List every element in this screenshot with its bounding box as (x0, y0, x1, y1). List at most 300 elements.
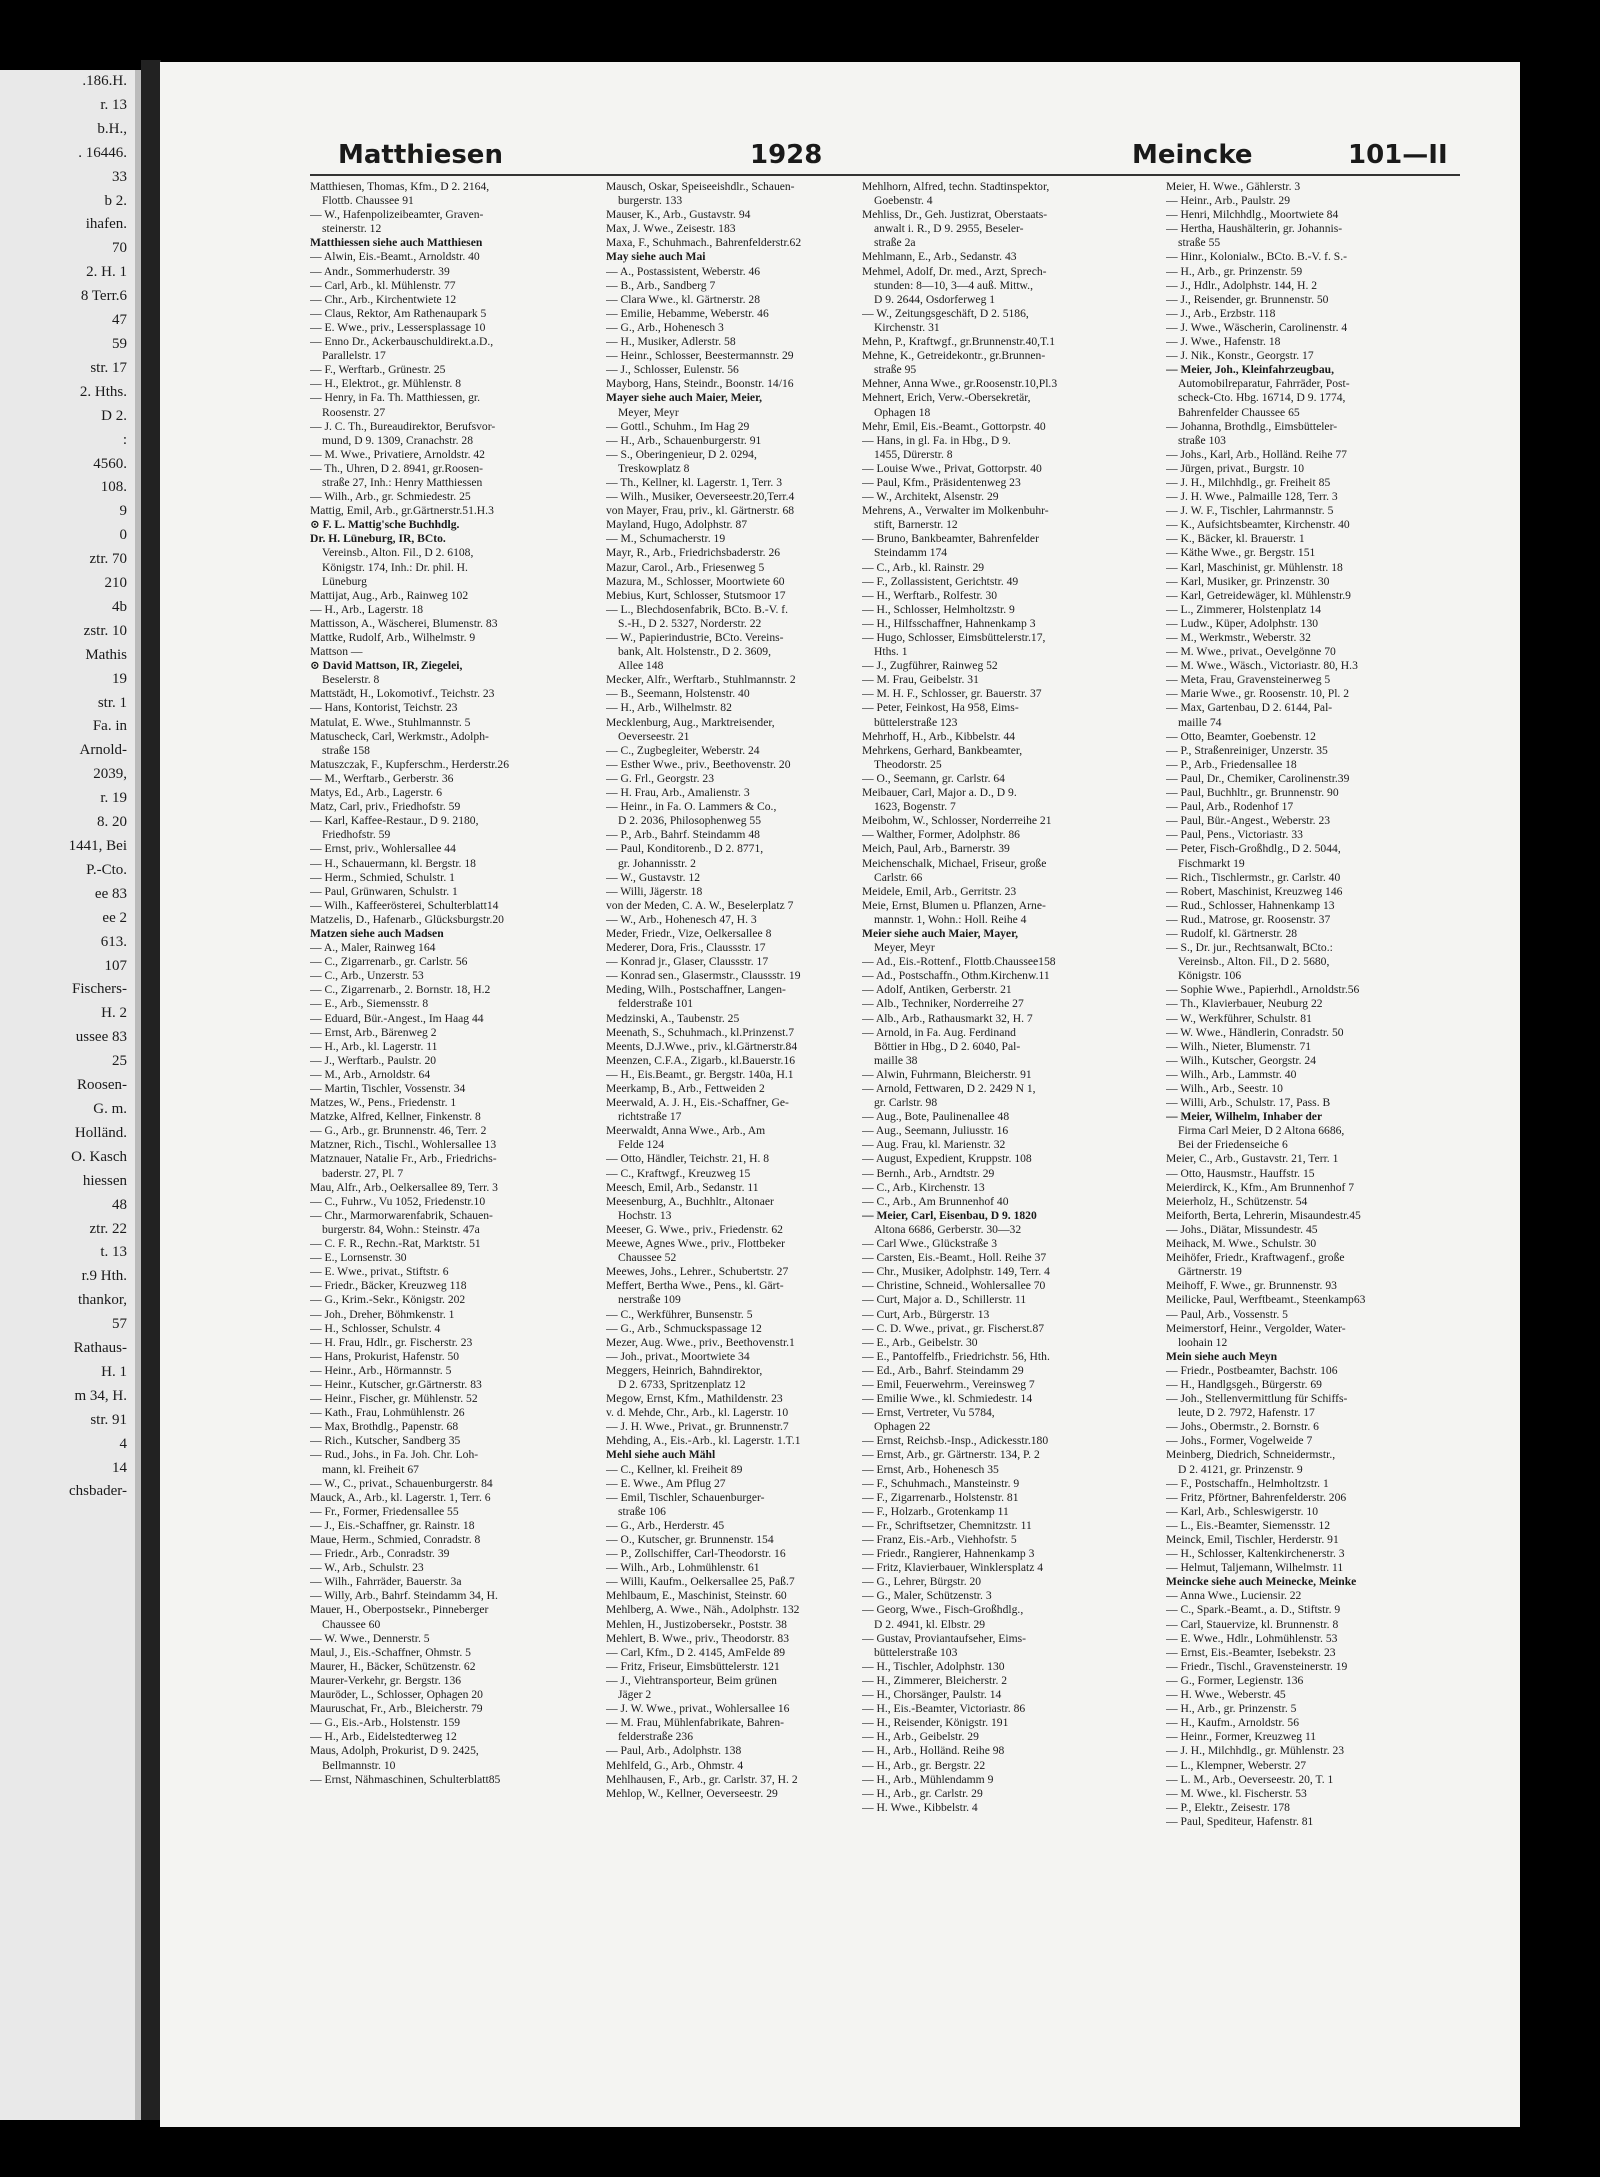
directory-entry: — Aug. Frau, kl. Marienstr. 32 (862, 1138, 1006, 1152)
directory-entry: — Hans, Kontorist, Teichstr. 23 (310, 701, 458, 715)
directory-entry: Mederer, Dora, Fris., Claussstr. 17 (606, 941, 766, 955)
directory-entry: — Ernst, Eis.-Beamter, Isebekstr. 23 (1166, 1645, 1336, 1659)
directory-entry: — Jürgen, privat., Burgstr. 10 (1166, 461, 1305, 475)
directory-entry: stift, Barnerstr. 12 (874, 518, 958, 532)
directory-entry: Mauröder, L., Schlosser, Ophagen 20 (310, 1688, 483, 1702)
directory-entry: — G., Eis.-Arb., Holstenstr. 159 (310, 1716, 461, 1730)
directory-entry: — Clara Wwe., kl. Gärtnerstr. 28 (606, 292, 761, 306)
directory-entry: — Joh., privat., Moortwiete 34 (606, 1349, 750, 1363)
directory-entry: Meierdirck, K., Kfm., Am Brunnenhof 7 (1166, 1180, 1355, 1194)
facing-page-fragment: H. 1 (101, 1363, 127, 1380)
directory-entry: — Hertha, Haushälterin, gr. Johannis- (1166, 222, 1343, 236)
directory-entry: — K., Bäcker, kl. Brauerstr. 1 (1166, 532, 1305, 546)
directory-entry: Altona 6686, Gerberstr. 30—32 (874, 1222, 1022, 1236)
directory-entry: ⊙ David Mattson, IR, Ziegelei, (310, 659, 463, 673)
facing-page-fragment: Fischers- (72, 981, 127, 998)
directory-entry: — H. Wwe., Weberstr. 45 (1166, 1688, 1286, 1702)
directory-entry: Meerwaldt, Anna Wwe., Arb., Am (606, 1124, 766, 1138)
directory-entry: — H. Frau, Arb., Amalienstr. 3 (606, 786, 750, 800)
directory-entry: — J. H., Milchhdlg., gr. Freiheit 85 (1166, 475, 1331, 489)
directory-entry: — F., Werftarb., Grünestr. 25 (310, 363, 446, 377)
facing-page-fragment: zstr. 10 (83, 622, 127, 639)
directory-entry: — Johs., Karl, Arb., Holländ. Reihe 77 (1166, 447, 1347, 461)
directory-entry: Meerwald, A. J. H., Eis.-Schaffner, Ge- (606, 1096, 789, 1110)
facing-page-fragment: 25 (112, 1053, 127, 1070)
directory-entry: — W., Arb., Hohenesch 47, H. 3 (606, 912, 757, 926)
directory-entry: — Henri, Milchhdlg., Moortwiete 84 (1166, 208, 1339, 222)
directory-entry: — Wilh., Arb., Lammstr. 40 (1166, 1067, 1297, 1081)
directory-entry: Beselerstr. 8 (322, 673, 380, 687)
directory-entry: — Wilh., Arb., Lohmühlenstr. 61 (606, 1561, 760, 1575)
facing-page-fragment: ztr. 70 (89, 551, 127, 568)
directory-entry: — Alwin, Fuhrmann, Bleicherstr. 91 (862, 1067, 1032, 1081)
directory-entry: Mausch, Oskar, Speiseeishdlr., Schauen- (606, 180, 795, 193)
directory-entry: — J., Zugführer, Rainweg 52 (862, 659, 998, 673)
directory-entry: — P., Zollschiffer, Carl-Theodorstr. 16 (606, 1547, 786, 1561)
directory-entry: Meinck, Emil, Tischler, Herderstr. 91 (1166, 1533, 1339, 1546)
directory-entry: Flottb. Chaussee 91 (322, 194, 414, 208)
directory-entry: — G., Krim.-Sekr., Königstr. 202 (310, 1293, 466, 1307)
directory-entry: — Johs., Diätar, Missundestr. 45 (1166, 1222, 1318, 1236)
directory-entry: Mehn, P., Kraftwgf., gr.Brunnenstr.40,T.1 (862, 335, 1055, 349)
directory-entry: — H., Hilfsschaffner, Hahnenkamp 3 (862, 616, 1036, 630)
directory-entry: — G., Arb., Hohenesch 3 (606, 320, 724, 334)
facing-page-fragment: . 16446. (78, 144, 127, 161)
facing-page-fragment: 57 (112, 1316, 127, 1333)
directory-entry: Meibohm, W., Schlosser, Norderreihe 21 (862, 814, 1052, 828)
directory-entry: — H., Werftarb., Rolfestr. 30 (862, 588, 998, 602)
directory-entry: straße 27, Inh.: Henry Matthiessen (322, 475, 483, 489)
directory-entry: Meihack, M. Wwe., Schulstr. 30 (1166, 1237, 1317, 1251)
directory-entry: — Heinr., Arb., Hörmannstr. 5 (310, 1363, 452, 1377)
page-header (160, 132, 1520, 172)
directory-entry: — Otto, Hausmstr., Hauffstr. 15 (1166, 1166, 1315, 1180)
directory-entry: Matzes, W., Pens., Friedenstr. 1 (310, 1096, 457, 1110)
directory-entry: — M., Schumacherstr. 19 (606, 532, 726, 546)
directory-entry: — Bernh., Arb., Arndtstr. 29 (862, 1166, 995, 1180)
directory-entry: Meihoff, F. Wwe., gr. Brunnenstr. 93 (1166, 1279, 1337, 1293)
directory-entry: — E., Lornsenstr. 30 (310, 1251, 407, 1265)
directory-entry: — J., Viehtransporteur, Beim grünen (606, 1673, 777, 1687)
directory-entry: — Marie Wwe., gr. Roosenstr. 10, Pl. 2 (1166, 687, 1350, 701)
directory-entry: — Wilh., Arb., Seestr. 10 (1166, 1082, 1283, 1095)
directory-entry: — C. D. Wwe., privat., gr. Fischerst.87 (862, 1321, 1045, 1335)
directory-entry: — H., Eis.Beamt., gr. Bergstr. 140a, H.1 (606, 1067, 794, 1081)
directory-entry: — Otto, Händler, Teichstr. 21, H. 8 (606, 1152, 770, 1166)
directory-entry: Maurer-Verkehr, gr. Bergstr. 136 (310, 1673, 462, 1687)
directory-entry: — Ernst, priv., Wohlersallee 44 (310, 842, 456, 856)
directory-entry: Meibauer, Carl, Major a. D., D 9. (862, 786, 1017, 800)
directory-entry: Automobilreparatur, Fahrräder, Post- (1178, 377, 1350, 391)
directory-entry: straße 55 (1178, 236, 1221, 250)
directory-entry: — J., Arb., Erzbstr. 118 (1166, 306, 1276, 320)
facing-page-fragment: 33 (112, 168, 127, 185)
directory-entry: — Meta, Frau, Gravensteinerweg 5 (1166, 673, 1331, 687)
directory-entry: Mehlen, H., Justizobersekr., Poststr. 38 (606, 1617, 787, 1631)
directory-entry: Roosenstr. 27 (322, 405, 386, 419)
directory-entry: maille 74 (1178, 715, 1222, 729)
facing-page-fragment: H. 2 (101, 1005, 127, 1022)
directory-entry: — Heinr., Schlosser, Beestermannstr. 29 (606, 349, 794, 363)
directory-entry: Mehlberg, A. Wwe., Näh., Adolphstr. 132 (606, 1603, 800, 1617)
directory-entry: — Th., Klavierbauer, Neuburg 22 (1166, 997, 1323, 1011)
directory-entry: — Rich., Kutscher, Sandberg 35 (310, 1434, 461, 1448)
directory-entry: — F., Zollassistent, Gerichtstr. 49 (862, 574, 1019, 588)
directory-entry: Meerkamp, B., Arb., Fettweiden 2 (606, 1082, 765, 1095)
directory-entry: — Joh., Stellenvermittlung für Schiffs- (1166, 1392, 1348, 1406)
directory-entry: v. d. Mehde, Chr., Arb., kl. Lagerstr. 10 (606, 1406, 789, 1420)
directory-entry: — Paul, Buchhltr., gr. Brunnenstr. 90 (1166, 786, 1339, 800)
directory-entry: Lüneburg (322, 574, 367, 588)
directory-entry: — H., Arb., Holländ. Reihe 98 (862, 1744, 1005, 1758)
facing-page-fragment: ee 83 (94, 885, 127, 902)
facing-page-fragment: .186.H. (82, 73, 127, 89)
directory-entry: — P., Arb., Bahrf. Steindamm 48 (606, 828, 760, 842)
facing-page-fragment: 108. (100, 479, 127, 496)
directory-entry: straße 103 (1178, 433, 1226, 447)
directory-entry: — Hugo, Schlosser, Eimsbüttelerstr.17, (862, 631, 1046, 644)
directory-entry: Meier, C., Arb., Gustavstr. 21, Terr. 1 (1166, 1152, 1339, 1166)
directory-entry: — Fr., Former, Friedensallee 55 (310, 1504, 459, 1518)
directory-entry: — M. Wwe., privat., Oevelgönne 70 (1166, 645, 1336, 659)
facing-page-fragment: 4b (112, 598, 127, 615)
directory-entry: — F., Zigarrenarb., Holstenstr. 81 (862, 1490, 1019, 1504)
directory-entry: — Paul, Grünwaren, Schulstr. 1 (310, 884, 458, 898)
directory-entry: — Paul, Bür.-Angest., Weberstr. 23 (1166, 814, 1331, 828)
directory-entry: — Aug., Seemann, Juliusstr. 16 (862, 1124, 1009, 1138)
directory-entry: — Friedr., Arb., Conradstr. 39 (310, 1547, 450, 1561)
directory-entry: — Robert, Maschinist, Kreuzweg 146 (1166, 884, 1343, 898)
directory-entry: — C., Arb., Am Brunnenhof 40 (862, 1194, 1009, 1208)
facing-page-fragment: 613. (100, 933, 127, 950)
directory-entry: Kirchenstr. 31 (874, 320, 940, 334)
directory-entry: — F., Holzarb., Grotenkamp 11 (862, 1504, 1009, 1518)
directory-entry: — H., Arb., Eidelstedterweg 12 (310, 1730, 457, 1744)
directory-entry: Mattke, Rudolf, Arb., Wilhelmstr. 9 (310, 631, 476, 644)
directory-entry: — Rich., Tischlermstr., gr. Carlstr. 40 (1166, 870, 1341, 884)
directory-entry: — Friedr., Postbeamter, Bachstr. 106 (1166, 1363, 1338, 1377)
directory-entry: Mehnert, Erich, Verw.-Obersekretär, (862, 391, 1031, 405)
directory-entry: — Ernst, Nähmaschinen, Schulterblatt85 (310, 1772, 501, 1786)
directory-entry: straße 95 (874, 363, 917, 377)
directory-entry: — Kath., Frau, Lohmühlenstr. 26 (310, 1406, 465, 1420)
directory-entry: Firma Carl Meier, D 2 Altona 6686, (1178, 1124, 1345, 1138)
facing-page-fragment: 0 (119, 527, 127, 544)
directory-entry: — Carl, Arb., kl. Mühlenstr. 77 (310, 278, 456, 292)
directory-entry: May siehe auch Mai (606, 250, 706, 264)
column-1 (310, 180, 602, 1787)
directory-entry: — Carl Wwe., Glückstraße 3 (862, 1237, 998, 1251)
directory-entry: — Adolf, Antiken, Gerberstr. 21 (862, 983, 1012, 997)
directory-entry: — Curt, Major a. D., Schillerstr. 11 (862, 1293, 1027, 1307)
directory-entry: — Konrad jr., Glaser, Claussstr. 17 (606, 955, 769, 969)
facing-page-fragment: 47 (112, 312, 127, 329)
directory-entry: — W., Arb., Schulstr. 23 (310, 1561, 424, 1575)
directory-entry: gr. Carlstr. 98 (874, 1096, 938, 1110)
facing-page-fragment: ussee 83 (75, 1029, 127, 1046)
directory-entry: D 2. 2036, Philosophenweg 55 (618, 814, 761, 828)
directory-entry: bank, Alt. Holstenstr., D 2. 3609, (618, 645, 771, 659)
directory-entry: D 2. 4941, kl. Elbstr. 29 (874, 1617, 986, 1631)
directory-entry: — Johs., Obermstr., 2. Bornstr. 6 (1166, 1420, 1319, 1434)
directory-entry: Mehlhorn, Alfred, techn. Stadtinspektor, (862, 180, 1050, 193)
facing-page-fragment: 9 (119, 503, 127, 520)
directory-entry: stunden: 8—10, 3—4 auß. Mittw., (874, 278, 1033, 292)
directory-entry: Meyer, Meyr (874, 941, 935, 955)
directory-entry: — Wilh., Arb., gr. Schmiedestr. 25 (310, 490, 471, 504)
directory-entry: mund, D 9. 1309, Cranachstr. 28 (322, 433, 474, 447)
directory-entry: — Otto, Beamter, Goebenstr. 12 (1166, 729, 1316, 743)
directory-entry: Max, J. Wwe., Zeisestr. 183 (606, 222, 736, 236)
directory-entry: Felde 124 (618, 1138, 665, 1152)
facing-page-fragment: ihafen. (85, 216, 127, 233)
directory-entry: — Peter, Feinkost, Ha 958, Eims- (862, 701, 1019, 715)
facing-page-fragment: 70 (112, 240, 127, 257)
directory-entry: — F., Schuhmach., Mansteinstr. 9 (862, 1476, 1020, 1490)
directory-entry: Matuszczak, F., Kupferschm., Herderstr.26 (310, 757, 510, 771)
directory-entry: Allee 148 (618, 659, 664, 673)
directory-entry: — Ernst, Arb., Hohenesch 35 (862, 1462, 999, 1476)
directory-entry: — Meier, Wilhelm, Inhaber der (1166, 1110, 1323, 1124)
directory-entry: — H., Eis.-Beamter, Victoriastr. 86 (862, 1702, 1026, 1716)
directory-entry: Bellmannstr. 10 (322, 1758, 396, 1772)
directory-entry: — Willi, Jägerstr. 18 (606, 884, 703, 898)
directory-entry: Theodorstr. 25 (874, 757, 942, 771)
directory-entry: — L., Zimmerer, Holstenplatz 14 (1166, 602, 1322, 616)
directory-entry: — Christine, Schneid., Wohlersallee 70 (862, 1279, 1046, 1293)
directory-entry: — Paul, Arb., Vossenstr. 5 (1166, 1307, 1288, 1321)
directory-entry: — M., Arb., Arnoldstr. 64 (310, 1067, 431, 1081)
directory-entry: Mebius, Kurt, Schlosser, Stutsmoor 17 (606, 588, 786, 602)
facing-page-fragment: r. 19 (100, 790, 127, 807)
directory-entry: — P., Straßenreiniger, Unzerstr. 35 (1166, 743, 1328, 757)
directory-entry: Matznauer, Natalie Fr., Arb., Friedrichs- (310, 1152, 497, 1166)
header-year: 1928 (750, 140, 823, 170)
directory-entry: — Aug., Bote, Paulinenallee 48 (862, 1110, 1010, 1124)
directory-entry: — Käthe Wwe., gr. Bergstr. 151 (1166, 546, 1316, 560)
directory-entry: — Fr., Schriftsetzer, Chemnitzstr. 11 (862, 1518, 1032, 1532)
facing-page-fragment: m 34, H. (74, 1387, 127, 1404)
directory-entry: maille 38 (874, 1053, 918, 1067)
directory-entry: Mazura, M., Schlosser, Moortwiete 60 (606, 574, 785, 588)
directory-entry: — Ernst, Arb., Bärenweg 2 (310, 1025, 437, 1039)
directory-entry: — M. Wwe., Wäsch., Victoriastr. 80, H.3 (1166, 659, 1358, 673)
directory-entry: — Rud., Schlosser, Hahnenkamp 13 (1166, 898, 1335, 912)
directory-entry: Goebenstr. 4 (874, 194, 933, 208)
facing-page-fragment: 8. 20 (97, 814, 127, 831)
facing-page-fragment: 2. Hths. (79, 383, 127, 400)
directory-entry: — G., Maler, Schützenstr. 3 (862, 1589, 992, 1603)
directory-entry: Mehr, Emil, Eis.-Beamt., Gottorpstr. 40 (862, 419, 1046, 433)
directory-entry: — H., Kaufm., Arnoldstr. 56 (1166, 1716, 1299, 1730)
directory-entry: — Eduard, Bür.-Angest., Im Haag 44 (310, 1011, 484, 1025)
directory-entry: anwalt i. R., D 9. 2955, Beseler- (874, 222, 1024, 236)
directory-entry: D 9. 2644, Osdorferweg 1 (874, 292, 996, 306)
directory-entry: Meichenschalk, Michael, Friseur, große (862, 856, 1047, 870)
directory-entry: — H., Tischler, Adolphstr. 130 (862, 1659, 1005, 1673)
directory-entry: — Rud., Matrose, gr. Roosenstr. 37 (1166, 912, 1331, 926)
directory-entry: Mehrhoff, H., Arb., Kibbelstr. 44 (862, 729, 1016, 743)
directory-entry: — Th., Uhren, D 2. 8941, gr.Roosen- (310, 461, 484, 475)
directory-entry: Matzke, Alfred, Kellner, Finkenstr. 8 (310, 1110, 481, 1124)
header-rule (310, 174, 1460, 176)
directory-entry: steinerstr. 12 (322, 222, 382, 236)
directory-entry: — M. Frau, Mühlenfabrikate, Bahren- (606, 1716, 785, 1730)
directory-entry: — W., Werkführer, Schulstr. 81 (1166, 1011, 1312, 1025)
directory-entry: — Friedr., Rangierer, Hahnenkamp 3 (862, 1547, 1035, 1561)
directory-entry: Meierholz, H., Schützenstr. 54 (1166, 1194, 1308, 1208)
directory-entry: Mehlop, W., Kellner, Oeverseestr. 29 (606, 1786, 778, 1800)
directory-entry: — C., Zugbegleiter, Weberstr. 24 (606, 743, 760, 757)
directory-entry: — Walther, Former, Adolphstr. 86 (862, 828, 1020, 842)
directory-entry: Megow, Ernst, Kfm., Mathildenstr. 23 (606, 1392, 783, 1406)
directory-entry: Meewes, Johs., Lehrer., Schubertstr. 27 (606, 1265, 789, 1279)
directory-entry: — H., Schlosser, Schulstr. 4 (310, 1321, 441, 1335)
directory-entry: — A., Maler, Rainweg 164 (310, 941, 436, 955)
facing-page-fragment: 210 (104, 575, 127, 592)
directory-entry: S.-H., D 2. 5327, Norderstr. 22 (618, 616, 762, 630)
facing-page-fragment: chsbader- (68, 1483, 127, 1500)
directory-entry: — C., Spark.-Beamt., a. D., Stiftstr. 9 (1166, 1603, 1341, 1617)
directory-entry: — Henry, in Fa. Th. Matthiessen, gr. (310, 391, 481, 405)
directory-entry: — E. Wwe., Hdlr., Lohmühlenstr. 53 (1166, 1631, 1338, 1645)
directory-entry: Meihöfer, Friedr., Kraftwagenf., große (1166, 1251, 1345, 1265)
directory-entry: — Paul, Arb., Rodenhof 17 (1166, 800, 1294, 814)
directory-entry: nerstraße 109 (618, 1293, 681, 1307)
directory-entry: — Ed., Arb., Bahrf. Steindamm 29 (862, 1363, 1024, 1377)
directory-entry: — L. M., Arb., Oeverseestr. 20, T. 1 (1166, 1772, 1334, 1786)
directory-entry: straße 158 (322, 743, 370, 757)
directory-entry: — H., Handlgsgeh., Bürgerstr. 69 (1166, 1377, 1322, 1391)
directory-entry: — Hinr., Kolonialw., BCto. B.-V. f. S.- (1166, 250, 1347, 264)
directory-entry: — Chr., Musiker, Adolphstr. 149, Terr. 4 (862, 1265, 1050, 1279)
directory-entry: mannstr. 1, Wohn.: Holl. Reihe 4 (874, 912, 1027, 926)
directory-entry: Mehliss, Dr., Geh. Justizrat, Oberstaats- (862, 208, 1048, 222)
directory-entry: Meffert, Bertha Wwe., Pens., kl. Gärt- (606, 1279, 784, 1293)
directory-entry: Mezer, Aug. Wwe., priv., Beethovenstr.1 (606, 1335, 795, 1349)
directory-entry: — H., Arb., Mühlendamm 9 (862, 1772, 994, 1786)
directory-entry: Maurer, H., Bäcker, Schützenstr. 62 (310, 1659, 476, 1673)
directory-entry: — Alb., Techniker, Norderreihe 27 (862, 997, 1024, 1011)
directory-entry: — Fritz, Klavierbauer, Winklersplatz 4 (862, 1561, 1044, 1575)
directory-entry: — H. Wwe., Kibbelstr. 4 (862, 1800, 978, 1814)
directory-entry: — Hans, Prokurist, Hafenstr. 50 (310, 1349, 460, 1363)
header-left-name: Matthiesen (338, 140, 503, 170)
directory-entry: — Emilie Wwe., kl. Schmiedestr. 14 (862, 1392, 1033, 1406)
directory-entry: D 2. 4121, gr. Prinzenstr. 9 (1178, 1462, 1303, 1476)
directory-entry: Mehner, Anna Wwe., gr.Roosenstr.10,Pl.3 (862, 377, 1058, 391)
directory-entry: — Karl, Arb., Schleswigerstr. 10 (1166, 1504, 1318, 1518)
directory-entry: — G., Former, Legienstr. 136 (1166, 1673, 1304, 1687)
directory-entry: Mecklenburg, Aug., Marktreisender, (606, 715, 775, 729)
directory-entry: — Karl, Musiker, gr. Prinzenstr. 30 (1166, 574, 1330, 588)
directory-entry: — J., Hdlr., Adolphstr. 144, H. 2 (1166, 278, 1318, 292)
directory-entry: straße 2a (874, 236, 916, 250)
directory-entry: — J. H. Wwe., Palmaille 128, Terr. 3 (1166, 490, 1338, 504)
directory-entry: ⊙ F. L. Mattig'sche Buchhdlg. (310, 518, 460, 532)
directory-entry: — C., Kellner, kl. Freiheit 89 (606, 1462, 743, 1476)
directory-entry: Mattig, Emil, Arb., gr.Gärtnerstr.51.H.3 (310, 504, 494, 518)
directory-entry: Friedhofstr. 59 (322, 828, 391, 842)
facing-page-fragment: 2039, (93, 766, 127, 783)
directory-entry: — G., Arb., Schmuckspassage 12 (606, 1321, 762, 1335)
directory-entry: — J. Wwe., Hafenstr. 18 (1166, 335, 1281, 349)
facing-page-fragment: O. Kasch (71, 1148, 127, 1165)
directory-entry: baderstr. 27, Pl. 7 (322, 1166, 404, 1180)
directory-entry: — Martin, Tischler, Vossenstr. 34 (310, 1082, 466, 1095)
directory-entry: — Carl, Kfm., D 2. 4145, AmFelde 89 (606, 1645, 786, 1659)
column-2 (606, 180, 858, 1801)
directory-entry: scheck-Cto. Hbg. 16714, D 9. 1774, (1178, 391, 1346, 405)
directory-entry: — C., Zigarrenarb., gr. Carlstr. 56 (310, 955, 468, 969)
directory-entry: — H., Elektrot., gr. Mühlenstr. 8 (310, 377, 462, 391)
directory-entry: Meeser, G. Wwe., priv., Friedenstr. 62 (606, 1222, 783, 1236)
facing-page-fragment: 19 (112, 670, 127, 687)
directory-entry: — Paul, Konditorenb., D 2. 8771, (606, 842, 764, 856)
directory-entry: straße 106 (618, 1504, 666, 1518)
directory-entry: — W., Gustavstr. 12 (606, 870, 701, 884)
directory-entry: Mehlbaum, E., Maschinist, Steinstr. 60 (606, 1589, 787, 1603)
facing-page-fragment: str. 1 (97, 694, 127, 711)
directory-entry: — Claus, Rektor, Am Rathenaupark 5 (310, 306, 487, 320)
directory-entry: Mayer siehe auch Maier, Meier, (606, 391, 763, 405)
directory-entry: Mehrens, A., Verwalter im Molkenbuhr- (862, 504, 1049, 518)
directory-entry: — Friedr., Bäcker, Kreuzweg 118 (310, 1279, 467, 1293)
directory-entry: Meidele, Emil, Arb., Gerritstr. 23 (862, 884, 1017, 898)
directory-entry: Maus, Adolph, Prokurist, D 9. 2425, (310, 1744, 479, 1758)
directory-entry: Mauer, H., Oberpostsekr., Pinneberger (310, 1603, 489, 1617)
facing-page-fragment: 14 (112, 1459, 127, 1476)
directory-entry: — Ad., Eis.-Rottenf., Flottb.Chaussee158 (862, 955, 1056, 969)
directory-entry: — C., Arb., Unzerstr. 53 (310, 969, 424, 983)
directory-entry: Meie, Ernst, Blumen u. Pflanzen, Arne- (862, 898, 1046, 912)
directory-entry: — Enno Dr., Ackerbauschuldirekt.a.D., (310, 335, 494, 349)
directory-entry: — B., Arb., Sandberg 7 (606, 278, 716, 292)
directory-entry: — H., Arb., gr. Bergstr. 22 (862, 1758, 986, 1772)
directory-entry: Mehlhausen, F., Arb., gr. Carlstr. 37, H. 2 (606, 1772, 798, 1786)
directory-entry: — Ernst, Reichsb.-Insp., Adickesstr.180 (862, 1434, 1049, 1448)
directory-entry: Meder, Friedr., Vize, Oelkersallee 8 (606, 926, 772, 940)
directory-entry: Vereinsb., Alton. Fil., D 2. 5680, (1178, 955, 1330, 969)
directory-entry: — H., Musiker, Adlerstr. 58 (606, 335, 736, 349)
directory-entry: — H., Arb., Wilhelmstr. 82 (606, 701, 732, 715)
directory-entry: Mehlfeld, G., Arb., Ohmstr. 4 (606, 1758, 744, 1772)
directory-entry: — J., Eis.-Schaffner, gr. Rainstr. 18 (310, 1518, 475, 1532)
directory-entry: — W., C., privat., Schauenburgerstr. 84 (310, 1476, 493, 1490)
directory-entry: — Franz, Eis.-Arb., Viehhofstr. 5 (862, 1533, 1017, 1546)
directory-entry: loohain 12 (1178, 1335, 1228, 1349)
directory-entry: — Bruno, Bankbeamter, Bahrenfelder (862, 532, 1039, 546)
directory-entry: — Max, Gartenbau, D 2. 6144, Pal- (1166, 701, 1333, 715)
directory-entry: — W., Zeitungsgeschäft, D 2. 5186, (862, 306, 1029, 320)
directory-entry: — W., Papierindustrie, BCto. Vereins- (606, 631, 784, 644)
directory-entry: Matzen siehe auch Madsen (310, 926, 444, 940)
directory-entry: Meyer, Meyr (618, 405, 679, 419)
directory-entry: Mayland, Hugo, Adolphstr. 87 (606, 518, 748, 532)
directory-entry: Matz, Carl, priv., Friedhofstr. 59 (310, 800, 461, 814)
directory-entry: — Alwin, Eis.-Beamt., Arnoldstr. 40 (310, 250, 480, 264)
directory-entry: — Johs., Former, Vogelweide 7 (1166, 1434, 1313, 1448)
directory-entry: Maue, Herm., Schmied, Conradstr. 8 (310, 1533, 481, 1546)
directory-entry: — H., Chorsänger, Paulstr. 14 (862, 1688, 1002, 1702)
directory-entry: von Mayer, Frau, priv., kl. Gärtnerstr. 68 (606, 504, 795, 518)
directory-entry: Parallelstr. 17 (322, 349, 386, 363)
directory-entry: — E., Arb., Geibelstr. 30 (862, 1335, 978, 1349)
directory-entry: — M., Werftarb., Gerberstr. 36 (310, 771, 454, 785)
directory-entry: Meilicke, Paul, Werftbeamt., Steenkamp63 (1166, 1293, 1366, 1307)
directory-entry: — Willy, Arb., Bahrf. Steindamm 34, H. (310, 1589, 498, 1603)
directory-entry: — H. Frau, Hdlr., gr. Fischerstr. 23 (310, 1335, 473, 1349)
